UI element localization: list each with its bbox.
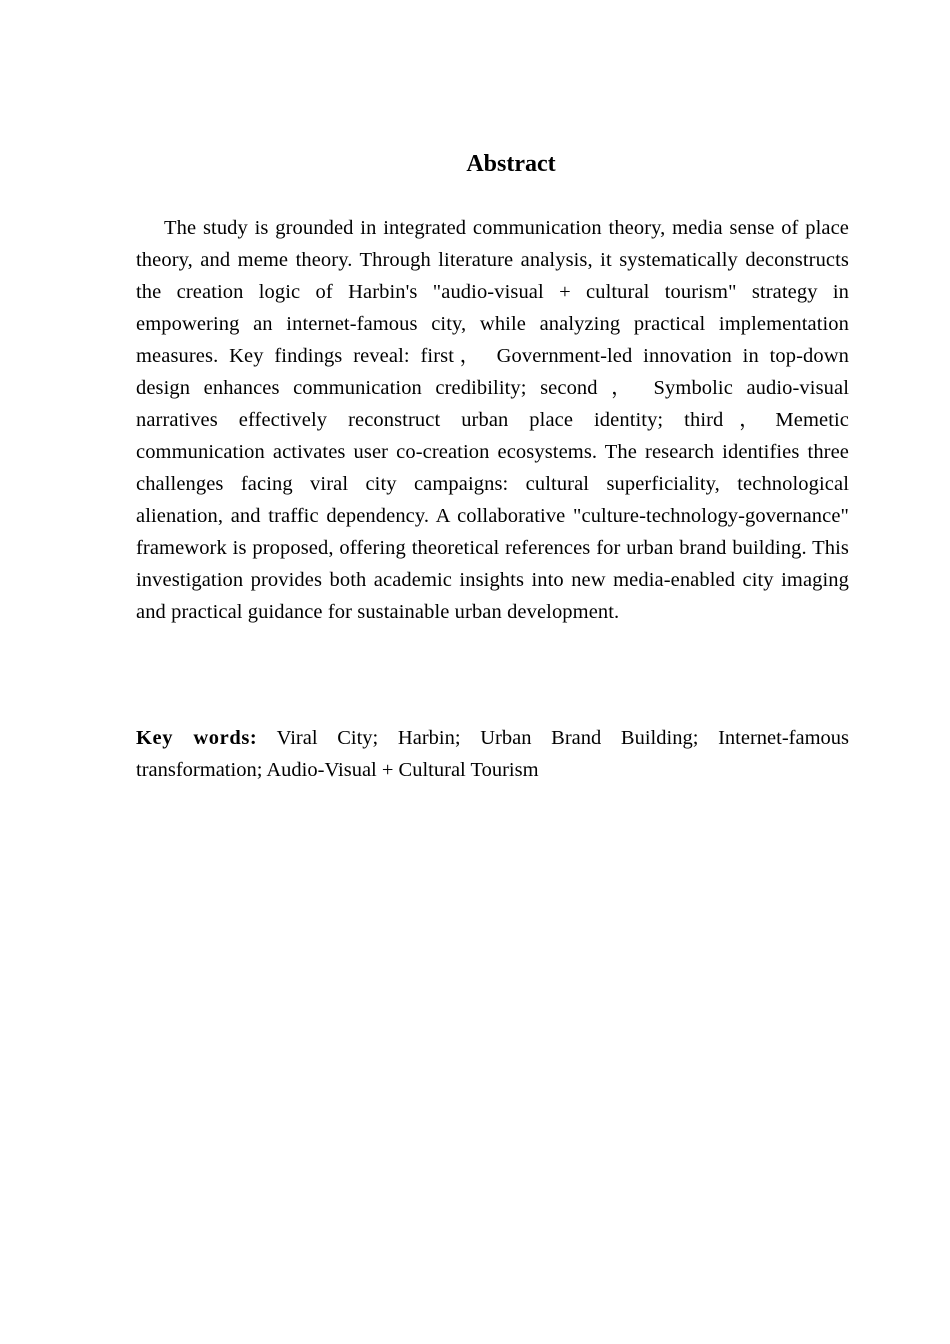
abstract-body: The study is grounded in integrated communication theory, media sense of place theory, and meme theory. Through literature analysis, it systematically deconstructs the creation logic of Harbin's "audio-visual + cultural tourism" strategy in empowering an internet-famous city, while analyzing practical implementation measures. Key findings reveal: first， Government-led innovation in top-down design enhances communication credibility; second ， Symbolic audio-visual narratives effectively reconstruct urban place identity; third，Memetic communication activates user co-creation ecosystems. The research identifies three challenges facing viral city campaigns: cultural superficiality, technological alienation, and traffic dependency. A collaborative "culture-technology-governance" framework is proposed, offering theoretical references for urban brand building. This investigation provides both academic insights into new media-enabled city imaging and practical guidance for sustainable urban development.	[136, 217, 849, 623]
abstract-title: Abstract	[466, 151, 556, 177]
keywords-text: Viral City; Harbin; Urban Brand Building; Internet-famous transformation; Audio-Visual + Cultural Tourism	[136, 727, 849, 781]
keywords-label: Key words:	[136, 727, 258, 749]
keywords-section	[136, 722, 849, 786]
